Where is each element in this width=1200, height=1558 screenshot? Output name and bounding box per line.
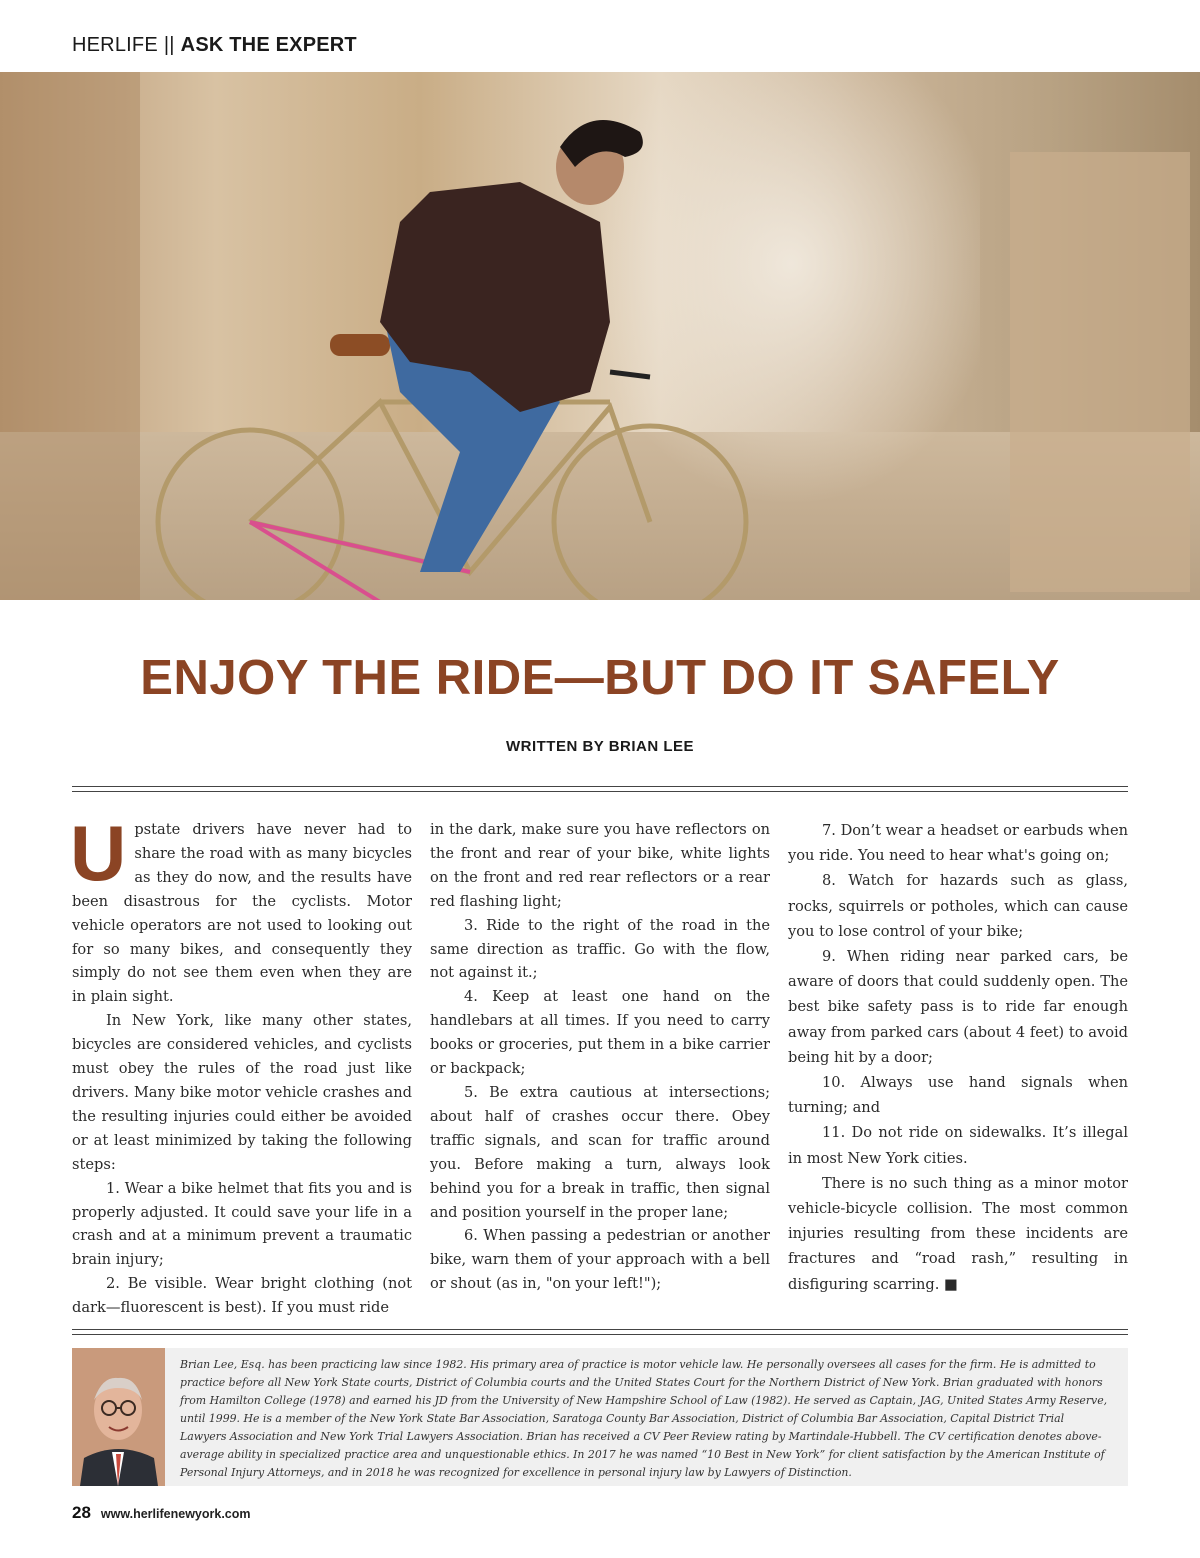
- article-column-3: [788, 818, 1128, 1297]
- paragraph: 11. Do not ride on sidewalks. It’s illegal in most New York cities.: [788, 1124, 1128, 1167]
- page-footer: [72, 1503, 251, 1523]
- author-portrait-icon: [72, 1348, 165, 1486]
- magazine-name: HERLIFE: [72, 34, 158, 56]
- article-byline: WRITTEN BY BRIAN LEE: [505, 738, 695, 755]
- article-title: ENJOY THE RIDE—BUT DO IT SAFELY: [140, 651, 1060, 705]
- drop-cap: U: [70, 809, 127, 897]
- section-header: [72, 34, 357, 64]
- header-separator: ||: [163, 34, 175, 56]
- author-bio: [72, 1348, 1128, 1486]
- paragraph: 3. Ride to the right of the road in the same direction as traffic. Go with the flow, not against it.;: [430, 916, 770, 982]
- article-column-2: [430, 818, 770, 1296]
- paragraph: 9. When riding near parked cars, be aware of doors that could suddenly open. The best bike safety pass is to ride far enough away from parked cars (about 4 feet) to avoid being hit by a door;: [788, 948, 1128, 1066]
- cyclist-photo-icon: [0, 72, 1200, 600]
- website-link[interactable]: www.herlifenewyork.com: [100, 1507, 251, 1521]
- paragraph: 6. When passing a pedestrian or another bike, warn them of your approach with a bell or shout (as in, "on your left!");: [430, 1227, 770, 1293]
- bottom-rule-secondary: [72, 1334, 1128, 1335]
- paragraph: There is no such thing as a minor motor vehicle-bicycle collision. The most common injuries resulting from these incidents are fractures and “road rash,” resulting in disfiguring scarring. ■: [788, 1174, 1128, 1293]
- hero-image: [0, 72, 1200, 600]
- paragraph: 1. Wear a bike helmet that fits you and is properly adjusted. It could save your life in a crash and at a minimum prevent a traumatic brain injury;: [72, 1179, 412, 1269]
- paragraph-text: pstate drivers have never had to share the road with as many bicycles as they do now, and the results have been disastrous for the cyclists. Motor vehicle operators are not used to looking out for so many bikes, and consequently they simply do not see them even when they are in plain sight.: [72, 821, 412, 1006]
- section-name: ASK THE EXPERT: [180, 34, 357, 56]
- paragraph: 2. Be visible. Wear bright clothing (not dark—fluorescent is best). If you must ride: [72, 1275, 412, 1317]
- paragraph: 7. Don’t wear a headset or earbuds when you ride. You need to hear what's going on;: [788, 822, 1128, 865]
- paragraph: 10. Always use hand signals when turning; and: [788, 1074, 1128, 1117]
- author-photo: [72, 1348, 165, 1486]
- paragraph: 8. Watch for hazards such as glass, rocks, squirrels or potholes, which can cause you to lose control of your bike;: [788, 872, 1128, 940]
- top-rule: [72, 786, 1128, 787]
- paragraph: [70, 809, 412, 1009]
- article-column-1: [70, 809, 412, 1320]
- top-rule-secondary: [72, 791, 1128, 792]
- paragraph: in the dark, make sure you have reflectors on the front and rear of your bike, white lights on the front and red rear reflectors or a rear red flashing light;: [430, 821, 770, 910]
- paragraph: 5. Be extra cautious at intersections; about half of crashes occur there. Obey traffic signals, and scan for traffic around you. Before making a turn, always look behind you for a break in traffic, then signal and position yourself in the proper lane;: [430, 1083, 770, 1221]
- author-bio-text: Brian Lee, Esq. has been practicing law since 1982. His primary area of practice is motor vehicle law. He personally oversees all cases for the firm. He is admitted to practice before all New York State courts, District of Columbia courts and the United States Court for the Northern District of New York. Brian graduated with honors from Hamilton College (1978) and earned his JD from the University of New Hampshire School of Law (1982). He served as Captain, JAG, United States Army Reserve, until 1999. He is a member of the New York State Bar Association, Saratoga County Bar Association, District of Columbia Bar Association, Capital District Trial Lawyers Association and New York Trial Lawyers Association. Brian has received a CV Peer Review rating by Martindale-Hubbell. The CV certification denotes above-average ability in specialized practice area and unquestionable ethics. In 2017 he was named “10 Best in New York” for client satisfaction by the American Institute of Personal Injury Attorneys, and in 2018 he was recognized for excellence in personal injury law by Lawyers of Distinction.: [180, 1358, 1108, 1479]
- bottom-rule: [72, 1329, 1128, 1330]
- paragraph: In New York, like many other states, bicycles are considered vehicles, and cyclists must obey the rules of the road just like drivers. Many bike motor vehicle crashes and the resulting injuries could either be avoided or at least minimized by taking the following steps:: [72, 1012, 412, 1173]
- page-number: 28: [72, 1503, 91, 1522]
- paragraph: 4. Keep at least one hand on the handlebars at all times. If you need to carry books or groceries, put them in a bike carrier or backpack;: [430, 988, 770, 1078]
